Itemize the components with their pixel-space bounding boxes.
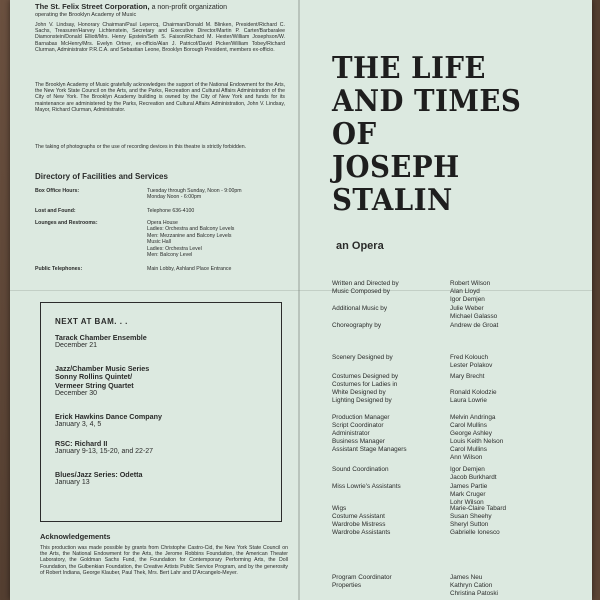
credit-role: Additional Music by xyxy=(332,305,388,312)
event-item xyxy=(55,334,275,351)
next-at-bam-box xyxy=(40,302,282,522)
credit-role: Written and Directed by Music Composed by xyxy=(332,280,399,295)
event-item xyxy=(55,413,275,430)
acknowledgements-text: This production was made possible by grants from Christophe Castro-Cid, the New York State Council on the Arts, the National Endowment for the Arts, the Jerome Robbins Foundation, the American Theater Laboratory, the Goldman Sachs Fund, the Foundation for Contemporary Performing Arts, the Doll Foundation, the Gulbenkian Foundation, the Creative Artists Public Service Program, and by the generosity of Robert Indiana, George Klauber, Paul Thek, Mrs. Bert Lahr and D'Arcangelo-Meyer. xyxy=(40,545,288,576)
credit-role: Wigs Costume Assistant Wardrobe Mistress Wardrobe Assistants xyxy=(332,505,391,536)
credit-names: Andrew de Groat xyxy=(450,322,499,329)
corp-members: John V. Lindsay, Honorary Chairman/Paul Lepercq, Chairman/Donald M. Blinken, President/Richard C. Sachs, Treasurer/Harvey Lichtenstein, Secretary and Executive Director/Martin P. Carter/Barbaralee Diamonstein/Donald Elliott/Mrs. Henry Epstein/Seth S. Faison/Richard M. Hexter/William Josephson/W. Barnabas McHenry/Mrs. Evelyn Ortner, ex-officio/Alan J. Patricof/David Picker/William Tobey/Richard Clurman, Administrator P.R.C.A. and Sebastian Leone, Brooklyn Borough President, members ex-officio. xyxy=(35,22,285,53)
credit-role: Program Coordinator Properties xyxy=(332,574,392,589)
event-date: January 3, 4, 5 xyxy=(55,421,102,429)
directory-row xyxy=(35,188,295,202)
corp-header xyxy=(35,2,227,18)
directory-label: Lounges and Restrooms: xyxy=(35,220,98,226)
credit-names: Julie Weber Michael Galasso xyxy=(450,305,498,320)
directory-label: Box Office Hours: xyxy=(35,188,80,194)
event-date: December 21 xyxy=(55,342,98,350)
title-line: JOSEPH xyxy=(332,150,460,185)
credit-names: James Neu Kathryn Cation Christina Patoski xyxy=(450,574,498,597)
credit-role: Production Manager Script Coordinator Administrator Business Manager Assistant Stage Managers xyxy=(332,414,407,453)
event-item xyxy=(55,440,275,457)
next-at-bam-title: NEXT AT BAM. . . xyxy=(55,317,128,326)
credit-role: Costumes Designed by Costumes for Ladies in White Designed by Lighting Designed by xyxy=(332,373,399,404)
event-date: January 9-13, 15-20, and 22-27 xyxy=(55,448,154,456)
event-name: Jazz/Chamber Music Series Sonny Rollins Quintet/ Vermeer String Quartet xyxy=(55,364,150,390)
corp-name: The St. Felix Street Corporation, xyxy=(35,2,150,11)
credit-role: Sound Coordination xyxy=(332,466,389,473)
credit-names: Fred Kolouch Lester Polakov xyxy=(450,354,493,369)
subtitle: an Opera xyxy=(336,240,384,252)
vertical-fold xyxy=(298,0,300,600)
event-name: Blues/Jazz Series: Odetta xyxy=(55,470,143,479)
directory-row xyxy=(35,220,295,260)
title-line: STALIN xyxy=(332,183,453,218)
event-item xyxy=(55,365,275,399)
event-item xyxy=(55,471,275,488)
directory-row xyxy=(35,266,295,274)
right-page xyxy=(302,0,592,600)
credit-names: Melvin Andringa Carol Mullins George Ashley Louis Keith Nelson Carol Mullins Ann Wilson xyxy=(450,414,504,461)
program-sheet xyxy=(10,0,592,600)
event-name: RSC: Richard II xyxy=(55,439,108,448)
title-line: OF xyxy=(332,117,377,152)
credit-names: James Partie Mark Cruger Lohr Wilson xyxy=(450,483,488,506)
photo-notice: The taking of photographs or the use of recording devices in this theatre is strictly forbidden. xyxy=(35,144,247,150)
credit-names: Robert Wilson Alan Lloyd Igor Demjen xyxy=(450,280,491,303)
left-page xyxy=(10,0,296,600)
acknowledgements-title: Acknowledgements xyxy=(40,532,111,541)
event-date: January 13 xyxy=(55,479,90,487)
title-line: THE LIFE xyxy=(332,51,486,86)
support-acknowledgement: The Brooklyn Academy of Music gratefully acknowledges the support of the National Endowment for the Arts, the New York State Council on the Arts, and the Parks, Recreation and Cultural Affairs Administration of the City of New York. The Brooklyn Academy building is owned by the City of New York and funds for its maintenance are administered by the Parks, Recreation and Cultural Affairs Administration, John V. Lindsay, Mayor, Richard Clurman, Administrator. xyxy=(35,82,285,113)
credit-role: Miss Lowrie's Assistants xyxy=(332,483,401,490)
credit-names: Igor Demjen Jacob Burkhardt xyxy=(450,466,497,481)
title-line: AND TIMES xyxy=(332,84,522,119)
credit-role: Scenery Designed by xyxy=(332,354,393,361)
directory-label: Lost and Found: xyxy=(35,208,76,214)
directory-value: Telephone 636-4100 xyxy=(147,208,195,214)
directory-row xyxy=(35,208,295,216)
directory-value: Main Lobby, Ashland Place Entrance xyxy=(147,266,232,272)
credit-role: Choreography by xyxy=(332,322,382,329)
event-name: Tarack Chamber Ensemble xyxy=(55,333,147,342)
directory-value: Tuesday through Sunday, Noon - 9:00pm Monday Noon - 6:00pm xyxy=(147,188,242,201)
directory-label: Public Telephones: xyxy=(35,266,83,272)
directory-value: Opera House Ladies: Orchestra and Balcony Levels Men: Mezzanine and Balcony Levels Music Hall Ladies: Orchestra Level Men: Balcony Level xyxy=(147,220,235,259)
corp-line2: operating the Brooklyn Academy of Music xyxy=(35,12,137,18)
directory-title: Directory of Facilities and Services xyxy=(35,172,168,181)
event-name: Erick Hawkins Dance Company xyxy=(55,412,163,421)
credit-names: Mary Brecht Ronald Kolodzie Laura Lowrie xyxy=(450,373,497,404)
credit-names: Marie-Claire Tabard Susan Sheehy Sheryl Sutton Gabrielle Ionesco xyxy=(450,505,506,536)
event-date: December 30 xyxy=(55,390,98,398)
corp-suffix: a non-profit organization xyxy=(151,4,228,11)
